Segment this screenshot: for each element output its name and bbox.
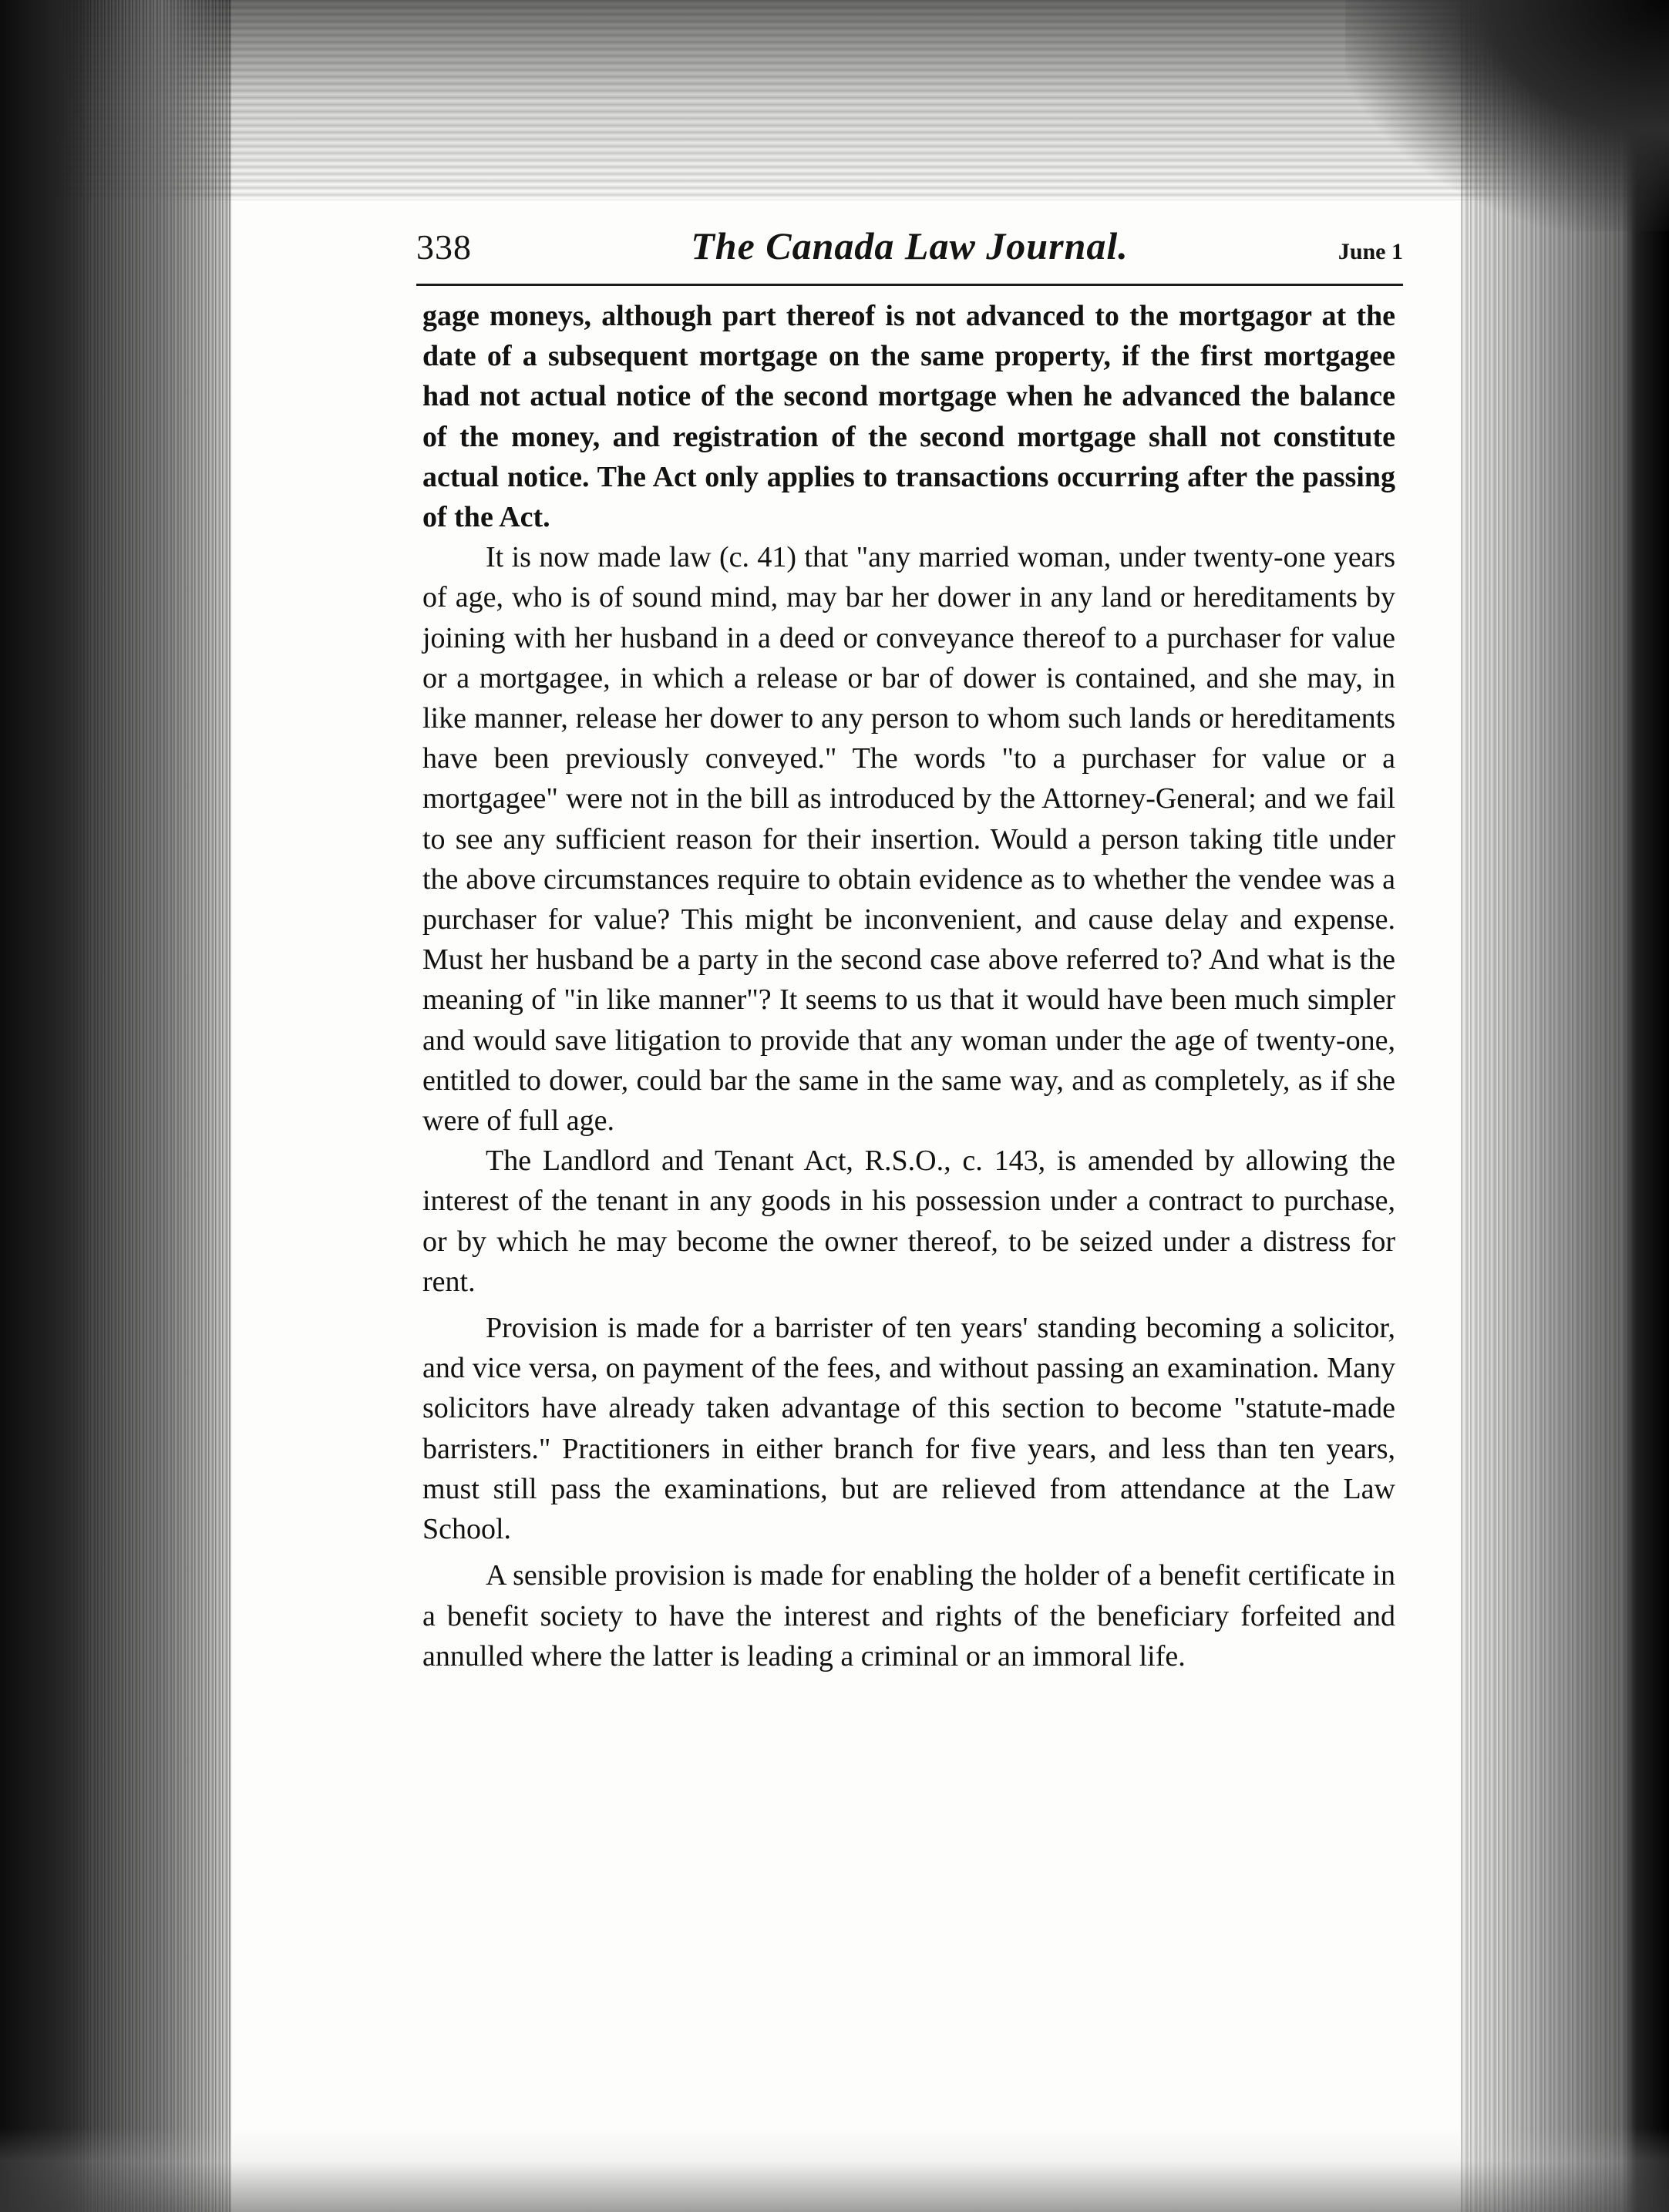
scan-edge-left-shadow [0, 0, 93, 2212]
scan-edge-right-shadow [1623, 0, 1669, 2212]
paragraph: gage moneys, although part thereof is not advanced to the mortgagor at the date of a subsequent mortgage on the same property, if the first mortgagee had not actual notice of the second mortgage when he advanced the balance of the money, and registration of the second mortgage shall not constitute actual notice. The Act only applies to transactions occurring after the passing of the Act. [422, 300, 1395, 534]
paragraph: It is now made law (c. 41) that "any married woman, under twenty-one years of age, who is of sound mind, may bar her dower in any land or hereditaments by joining with her husband in a deed or conveyance thereof to a purchaser for value or a mortgagee, in which a release or bar of dower is contained, and she may, in like manner, release her dower to any person to whom such lands or hereditaments have been previously conveyed." The words "to a purchaser for value or a mortgagee" were not in the bill as introduced by the Attorney-General; and we fail to see any sufficient reason for their insertion. Would a person taking title under the above circumstances require to obtain evidence as to whether the vendee was a purchaser for value? This might be inconvenient, and cause delay and expense. Must her husband be a party in the second case above referred to? And what is the meaning of "in like manner"? It seems to us that it would have been much simpler and would save litigation to provide that any woman under the age of twenty-one, entitled to dower, could bar the same in the same way, and as completely, as if she were of full age. [422, 541, 1395, 1138]
issue-date: June 1 [1338, 239, 1403, 264]
scan-edge-bottom [0, 2127, 1669, 2212]
journal-title: The Canada Law Journal. [691, 224, 1129, 267]
paragraph: A sensible provision is made for enabling the holder of a benefit certificate in a benefit society to have the interest and rights of the beneficiary forfeited and annulled where the latter is leading a criminal or an immoral life. [422, 1559, 1395, 1672]
paragraph: The Landlord and Tenant Act, R.S.O., c. 143, is amended by allowing the interest of the tenant in any goods in his possession under a contract to purchase, or by which he may become the owner thereof, to be seized under a distress for rent. [422, 1145, 1395, 1298]
page-number: 338 [416, 227, 472, 267]
paragraph: Provision is made for a barrister of ten years' standing becoming a solicitor, and vice versa, on payment of the fees, and without passing an examination. Many solicitors have already taken advantage of this section to become "statute-made barristers." Practitioners in either branch for five years, and less than ten years, must still pass the examinations, but are relieved from attendance at the Law School. [422, 1312, 1395, 1546]
article-body [422, 296, 1395, 1676]
scan-corner-shadow [1345, 0, 1669, 231]
header-rule [416, 284, 1403, 286]
running-header [416, 224, 1403, 277]
